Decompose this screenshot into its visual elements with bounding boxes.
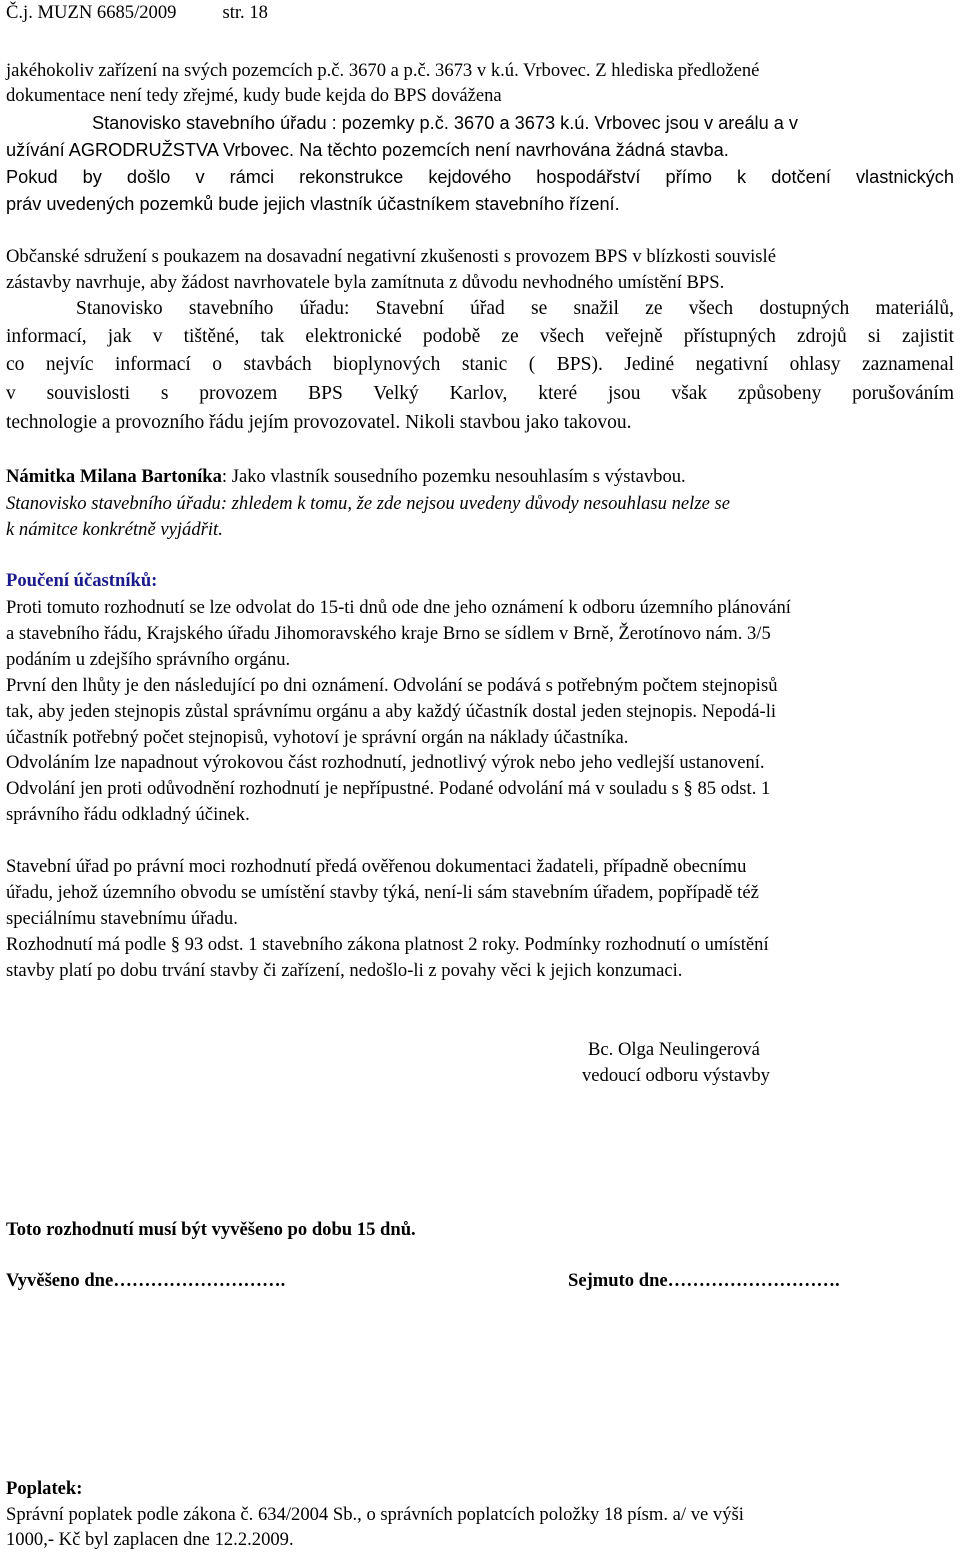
intro-line: Stanovisko stavebního úřadu : pozemky p.č. 3670 a 3673 k.ú. Vrbovec jsou v areálu a v (92, 113, 799, 133)
civic-line: co nejvíc informací o stavbách bioplynových stanic ( BPS). Jediné negativní ohlasy zaznamenal (6, 354, 954, 375)
signatory-name: Bc. Olga Neulingerová (588, 1039, 760, 1060)
instruction-line: Proti tomuto rozhodnutí se lze odvolat do 15-ti dnů ode dne jeho oznámení k odboru územního plánování (6, 597, 791, 618)
signatory-role: vedoucí odboru výstavby (582, 1065, 770, 1086)
page-number: str. 18 (222, 2, 268, 23)
civic-line: zástavby navrhuje, aby žádost navrhovatele byla zamítnuta z důvodu nevhodného umístění BPS. (6, 272, 725, 293)
final-line: Stavební úřad po právní moci rozhodnutí předá ověřenou dokumentaci žadateli, případně obecnímu (6, 856, 747, 877)
final-line: úřadu, jehož územního obvodu se umístění stavby týká, není-li sám stavebním úřadem, popřípadě též (6, 882, 759, 903)
civic-line: Občanské sdružení s poukazem na dosavadní negativní zkušenosti s provozem BPS v blízkosti souvislé (6, 246, 776, 267)
final-line: stavby platí po dobu trvání stavby či zařízení, nedošlo-li z povahy věci k jejich konzumaci. (6, 960, 683, 981)
objection-line (6, 466, 686, 488)
civic-line: technologie a provozního řádu jejím provozovatel. Nikoli stavbou jako takovou. (6, 412, 632, 433)
instruction-line: podáním u zdejšího správního orgánu. (6, 649, 291, 670)
instruction-title: Poučení účastníků: (6, 570, 158, 591)
posting-notice: Toto rozhodnutí musí být vyvěšeno po dobu 15 dnů. (6, 1219, 416, 1240)
intro-line: užívání AGRODRUŽSTVA Vrbovec. Na těchto pozemcích není navrhována žádná stavba. (6, 140, 729, 160)
intro-line: práv uvedených pozemků bude jejich vlastník účastníkem stavebního řízení. (6, 194, 620, 214)
civic-line: v souvislosti s provozem BPS Velký Karlov, které jsou však způsobeny porušováním (6, 383, 954, 404)
instruction-line: První den lhůty je den následující po dni oznámení. Odvolání se podává s potřebným počtem stejnopisů (6, 675, 778, 696)
instruction-line: tak, aby jeden stejnopis zůstal správnímu orgánu a aby každý účastník dostal jeden stejnopis. Nepodá-li (6, 701, 777, 722)
intro-line: Pokud by došlo v rámci rekonstrukce kejdového hospodářství přímo k dotčení vlastnických (6, 167, 954, 187)
final-line: Rozhodnutí má podle § 93 odst. 1 stavebního zákona platnost 2 roky. Podmínky rozhodnutí o umístění (6, 934, 769, 955)
intro-line: jakéhokoliv zařízení na svých pozemcích p.č. 3670 a p.č. 3673 v k.ú. Vrbovec. Z hlediska předložené (6, 60, 760, 81)
civic-line: Stanovisko stavebního úřadu: Stavební úřad se snažil ze všech dostupných materiálů, (76, 298, 954, 319)
final-line: speciálnímu stavebnímu úřadu. (6, 908, 238, 929)
instruction-line: správního řádu odkladný účinek. (6, 804, 250, 825)
fee-line: 1000,- Kč byl zaplacen dne 12.2.2009. (6, 1529, 294, 1550)
civic-line: informací, jak v tištěné, tak elektronické podobě ze všech veřejně přístupných zdrojů si zajistit (6, 326, 954, 347)
document-header (6, 2, 268, 24)
objection-text: : Jako vlastník sousedního pozemku nesouhlasím s výstavbou. (221, 466, 686, 487)
reference-number: Č.j. MUZN 6685/2009 (6, 2, 177, 23)
objection-reply: k námitce konkrétně vyjádřit. (6, 519, 223, 540)
fee-title: Poplatek: (6, 1478, 83, 1499)
fee-line: Správní poplatek podle zákona č. 634/2004 Sb., o správních poplatcích položky 18 písm. a/ ve výši (6, 1504, 744, 1525)
instruction-line: Odvoláním lze napadnout výrokovou část rozhodnutí, jednotlivý výrok nebo jeho vedlejší ustanovení. (6, 752, 765, 773)
removed-date-field: Sejmuto dne………………………. (568, 1270, 840, 1291)
instruction-line: a stavebního řádu, Krajského úřadu Jihomoravského kraje Brno se sídlem v Brně, Žerotínovo nám. 3/5 (6, 623, 771, 644)
instruction-line: účastník potřebný počet stejnopisů, vyhotoví je správní orgán na náklady účastníka. (6, 727, 629, 748)
objection-title: Námitka Milana Bartoníka (6, 466, 222, 487)
intro-line: dokumentace není tedy zřejmé, kudy bude kejda do BPS dovážena (6, 85, 502, 106)
instruction-line: Odvolání jen proti odůvodnění rozhodnutí je nepřípustné. Podané odvolání má v souladu s § 85 odst. 1 (6, 778, 771, 799)
posted-date-field: Vyvěšeno dne………………………. (6, 1270, 286, 1291)
objection-reply: Stanovisko stavebního úřadu: zhledem k tomu, že zde nejsou uvedeny důvody nesouhlasu nelze se (6, 493, 730, 514)
